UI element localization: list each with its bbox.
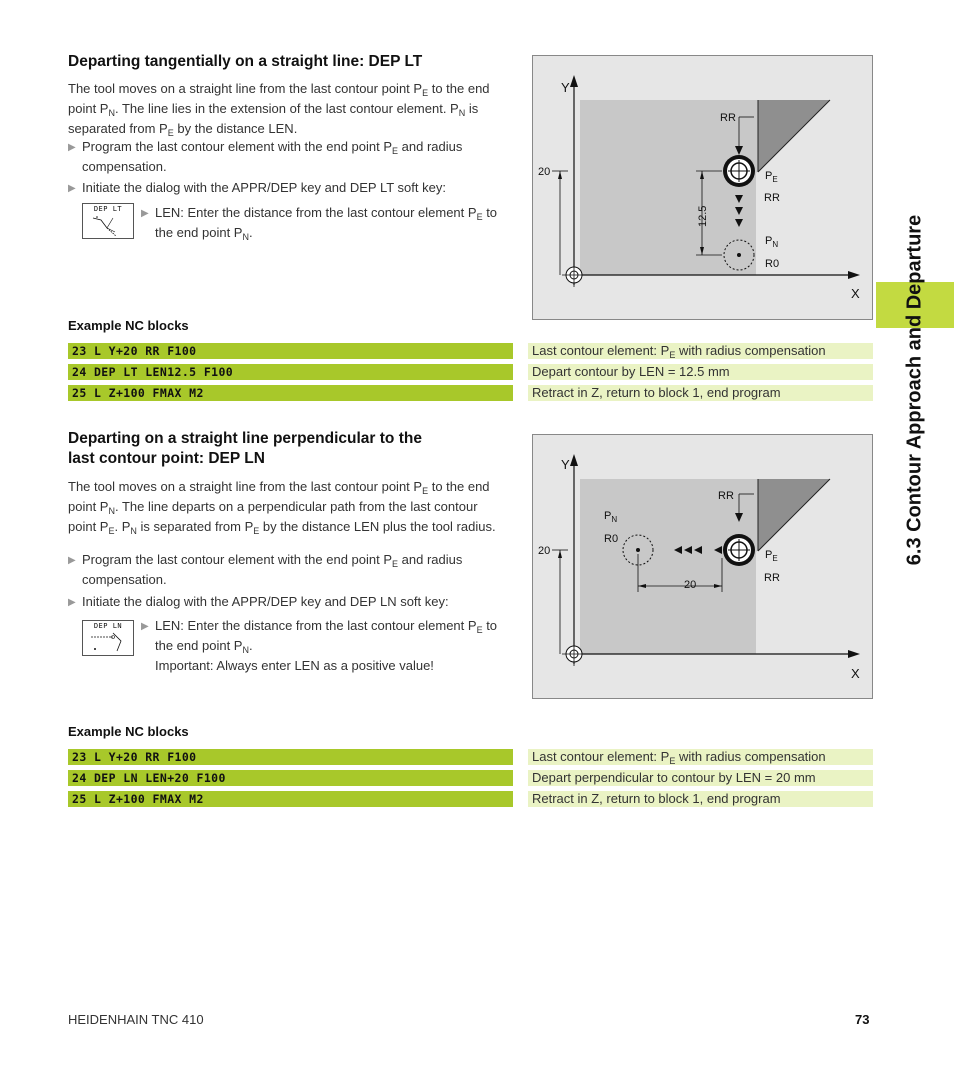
- tool-at-pe-icon: [723, 534, 755, 566]
- r0-label: R0: [765, 258, 780, 270]
- section2-example-heading: Example NC blocks: [68, 724, 189, 739]
- rr-pe-label: RR: [764, 572, 780, 584]
- section2-bullet-2: ▶ Initiate the dialog with the APPR/DEP key and DEP LN soft key:: [68, 594, 449, 609]
- dep-ln-diagram: [532, 434, 873, 699]
- bullet-arrow-icon: ▶: [68, 183, 76, 194]
- nc-description: Retract in Z, return to block 1, end program: [528, 791, 873, 807]
- bullet-arrow-icon: ▶: [68, 597, 76, 608]
- dep-lt-softkey[interactable]: [82, 203, 134, 239]
- tool-at-pe-icon: [723, 155, 755, 187]
- section2-bullet-1: ▶ Program the last contour element with the end point $P_E$ and radius compensation.: [68, 552, 463, 587]
- nc-code: 25 L Z+100 FMAX M2: [68, 791, 513, 807]
- footer-product: HEIDENHAIN TNC 410: [68, 1012, 204, 1027]
- y-axis-label: Y: [561, 457, 570, 472]
- nc-code: 23 L Y+20 RR F100: [68, 343, 513, 359]
- dimension-20: 20: [538, 166, 551, 178]
- dimension-20-x: 20: [684, 579, 697, 591]
- chapter-side-tab: [876, 0, 954, 1091]
- nc-block-row: [68, 770, 873, 786]
- section1-example-heading: Example NC blocks: [68, 318, 189, 333]
- nc-block-row: [68, 364, 873, 380]
- bullet-arrow-icon: ▶: [141, 621, 149, 632]
- softkey-label: DEP LN: [93, 622, 123, 630]
- nc-code: 24 DEP LN LEN+20 F100: [68, 770, 513, 786]
- pe-label: $P_E$: [765, 549, 778, 563]
- section2-title-line1: Departing on a straight line perpendicular to the: [68, 430, 422, 447]
- section2-bullet-3: ▶ LEN: Enter the distance from the last contour element $P_E$ to the end point $P_N$. Important: Always enter LEN as a positive value!: [141, 618, 498, 673]
- bullet-arrow-icon: ▶: [68, 555, 76, 566]
- nc-block-row: [68, 343, 873, 359]
- dep-lt-softkey-icon: [83, 204, 133, 238]
- rr-top-label: RR: [718, 490, 734, 502]
- bullet-arrow-icon: ▶: [68, 142, 76, 153]
- section1-paragraph: The tool moves on a straight line from the last contour point $P_E$ to the end point $P_N$. The line lies in the extension of the last contour element. $P_N$ is separated from $P_E$ by the distance LEN.: [68, 81, 490, 138]
- dep-lt-diagram: [532, 55, 873, 320]
- pe-label: $P_E$: [765, 170, 778, 184]
- nc-description: Depart contour by LEN = 12.5 mm: [528, 364, 873, 380]
- section1-bullet-2: ▶ Initiate the dialog with the APPR/DEP key and DEP LT soft key:: [68, 180, 446, 195]
- pn-label: $P_N$: [604, 510, 618, 524]
- section1-bullet-1: ▶ Program the last contour element with the end point $P_E$ and radius compensation.: [68, 139, 463, 174]
- chapter-title: 6.3 Contour Approach and Departure: [903, 214, 926, 566]
- nc-block-row: [68, 385, 873, 401]
- dimension-12-5: 12.5: [697, 205, 709, 227]
- nc-description: Last contour element: $P_E$ with radius compensation: [528, 749, 873, 765]
- dep-ln-softkey-icon: [83, 621, 133, 655]
- nc-code: 23 L Y+20 RR F100: [68, 749, 513, 765]
- r0-label: R0: [604, 533, 619, 545]
- y-axis-label: Y: [561, 80, 570, 95]
- section1-title: Departing tangentially on a straight line: DEP LT: [68, 53, 423, 70]
- bullet-arrow-icon: ▶: [141, 208, 149, 219]
- nc-block-row: [68, 749, 873, 765]
- nc-code: 24 DEP LT LEN12.5 F100: [68, 364, 513, 380]
- dep-ln-softkey[interactable]: [82, 620, 134, 656]
- nc-description: Retract in Z, return to block 1, end program: [528, 385, 873, 401]
- x-axis-label: X: [851, 666, 860, 681]
- dimension-20-y: 20: [538, 545, 551, 557]
- rr-pe-label: RR: [764, 192, 780, 204]
- x-axis-label: X: [851, 286, 860, 301]
- nc-block-row: [68, 791, 873, 807]
- softkey-label: DEP LT: [93, 205, 123, 213]
- rr-top-label: RR: [720, 112, 736, 124]
- section2-title-line2: last contour point: DEP LN: [68, 450, 265, 467]
- nc-description: Last contour element: $P_E$ with radius compensation: [528, 343, 873, 359]
- section1-bullet-3: ▶ LEN: Enter the distance from the last contour element $P_E$ to the end point $P_N$.: [141, 205, 498, 242]
- section2-paragraph: The tool moves on a straight line from the last contour point $P_E$ to the end point $P_N$. The line departs on a perpendicular path from the last contour point $P_E$. $P_N$ is separated from $P_E$ by the distance LEN plus the tool radius.: [68, 479, 496, 536]
- page-number: 73: [855, 1012, 870, 1027]
- nc-description: Depart perpendicular to contour by LEN = 20 mm: [528, 770, 873, 786]
- nc-code: 25 L Z+100 FMAX M2: [68, 385, 513, 401]
- pn-label: $P_N$: [765, 235, 779, 249]
